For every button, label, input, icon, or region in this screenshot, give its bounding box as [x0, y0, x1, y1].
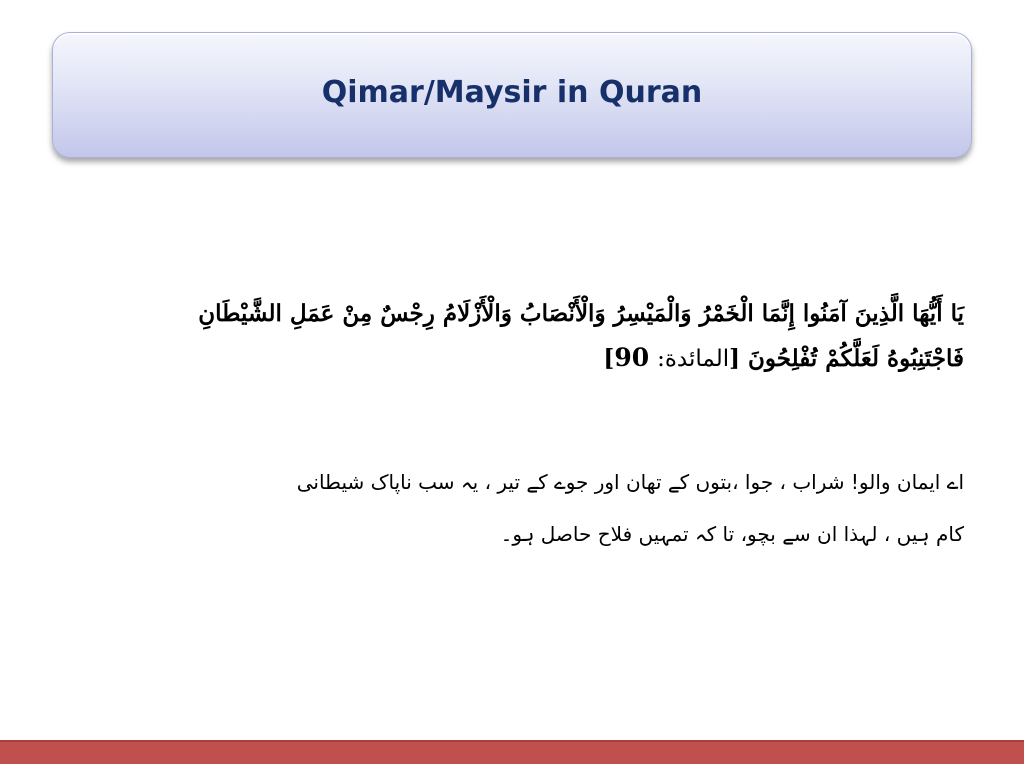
title-banner	[52, 32, 972, 158]
arabic-verse-line-2	[60, 336, 964, 381]
urdu-translation-line-1: اے ایمان والو! شراب ، جوا ،بتوں کے تھان اور جوے کے تیر ، یہ سب ناپاک شیطانی	[296, 470, 964, 494]
reference-close-bracket: ]	[603, 345, 615, 372]
arabic-verse-line-1: يَا أَيُّهَا الَّذِينَ آمَنُوا إِنَّمَا الْخَمْرُ وَالْمَيْسِرُ وَالْأَنْصَابُ وَالْأَزْلَامُ رِجْسٌ مِنْ عَمَلِ الشَّيْطَانِ	[198, 300, 964, 327]
arabic-verse-line-2-text: فَاجْتَنِبُوهُ لَعَلَّكُمْ تُفْلِحُونَ	[748, 345, 964, 372]
urdu-translation	[60, 456, 964, 560]
arabic-verse	[60, 292, 964, 381]
urdu-translation-line-2: کام ہیں ، لہذا ان سے بچو، تا کہ تمہیں فلاح حاصل ہو۔	[500, 522, 964, 546]
reference-ayah: 90	[614, 343, 650, 372]
bottom-accent-bar	[0, 740, 1024, 764]
slide-title: Qimar/Maysir in Quran	[321, 74, 703, 110]
reference-surah: المائدة:	[657, 346, 730, 372]
verse-reference	[603, 345, 740, 372]
reference-open-bracket: [	[729, 345, 740, 372]
